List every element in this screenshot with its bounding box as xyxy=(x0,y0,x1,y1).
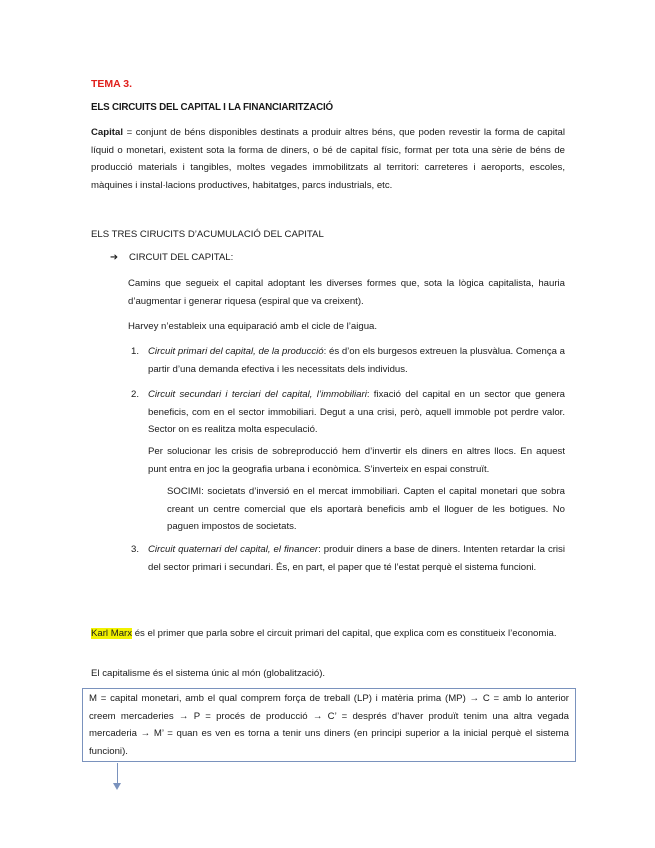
text-box-content: M = capital monetari, amb el qual comprem força de treball (LP) i matèria prima (MP) → C = amb lo anterior creem mercaderies → P = procés de producció → C’ = després d’haver produït tenim una altra vegada mercaderia → M’ = quan es ven es torna a tenir uns diners (en principi superior a la inicial perquè el sistema funcioni). xyxy=(89,693,569,757)
section-heading: ELS TRES CIRUCITS D’ACUMULACIÓ DEL CAPITAL xyxy=(91,229,324,240)
list-item xyxy=(148,343,565,378)
paragraph-socimi: SOCIMI: societats d’inversió en el mercat immobiliari. Capten el capital monetari que sobra creant un centre comercial que els aportarà beneficis amb el lloguer de les botigues. No paguen impostos de societats. xyxy=(167,486,565,532)
capital-definition-text: = conjunt de béns disponibles destinats a produir altres béns, que poden revestir la forma de capital líquid o monetari, existent sota la forma de diners, o bé de capital físic, format per tota una sèrie de béns de producció materials i tangibles, moltes vegades immobilitzats al territori: carreteres i aeroports, escoles, màquines i instal·lacions productives, habitatges, parcs industrials, etc. xyxy=(91,127,565,191)
capital-term: Capital xyxy=(91,127,123,138)
list-item-number: 2. xyxy=(131,389,140,400)
list-item-number: 3. xyxy=(131,544,140,555)
connector-line xyxy=(117,763,118,784)
bullet-label: CIRCUIT DEL CAPITAL: xyxy=(129,252,234,263)
text-box xyxy=(82,688,576,762)
paragraph-capitalisme: El capitalisme és el sistema únic al món (globalització). xyxy=(91,668,326,679)
doc-subtitle: ELS CIRCUITS DEL CAPITAL I LA FINANCIARITZACIÓ xyxy=(91,102,333,113)
list-item-label: Circuit quaternari del capital, el financer xyxy=(148,544,319,555)
paragraph-solucionar: Per solucionar les crisis de sobreproducció hem d’invertir els diners en altres llocs. En aquest punt entra en joc la geografia urbana i econòmica. S’inverteix en espai construït. xyxy=(148,446,565,475)
arrow-down-icon xyxy=(113,783,121,790)
paragraph-marx xyxy=(91,625,565,643)
capital-definition xyxy=(91,124,565,194)
paragraph-harvey: Harvey n’estableix una equiparació amb el cicle de l’aigua. xyxy=(128,321,378,332)
list-item-label: Circuit primari del capital, de la producció xyxy=(148,346,324,357)
bullet-arrow-icon: ➔ xyxy=(110,252,119,263)
list-item-label: Circuit secundari i terciari del capital, l’immobiliari xyxy=(148,389,367,400)
list-item xyxy=(148,541,565,576)
doc-title: TEMA 3. xyxy=(91,78,133,90)
list-item-text: : produir diners a base de diners. Intenten retardar la crisi del sector primari i secundari. És, en part, el paper que té l’estat perquè el sistema funcioni. xyxy=(148,544,565,573)
highlighted-name: Karl Marx xyxy=(91,628,133,639)
marx-text: és el primer que parla sobre el circuit primari del capital, que explica com es constitueix l’economia. xyxy=(132,628,557,639)
list-item xyxy=(148,386,565,439)
list-item-text: : fixació del capital en un sector que genera beneficis, com en el sector immobiliari. Degut a una crisi, però, aquell immoble pot perdre valor. Sector on es realitza molta especulació. xyxy=(148,389,565,435)
list-item-text: : és d’on els burgesos extreuen la plusvàlua. Comença a partir d’una demanda efectiva i les necessitats dels individus. xyxy=(148,346,565,375)
list-item-number: 1. xyxy=(131,346,140,357)
paragraph-camins: Camins que segueix el capital adoptant les diverses formes que, sota la lògica capitalista, hauria d’augmentar i generar riquesa (espiral que va creixent). xyxy=(128,278,565,307)
